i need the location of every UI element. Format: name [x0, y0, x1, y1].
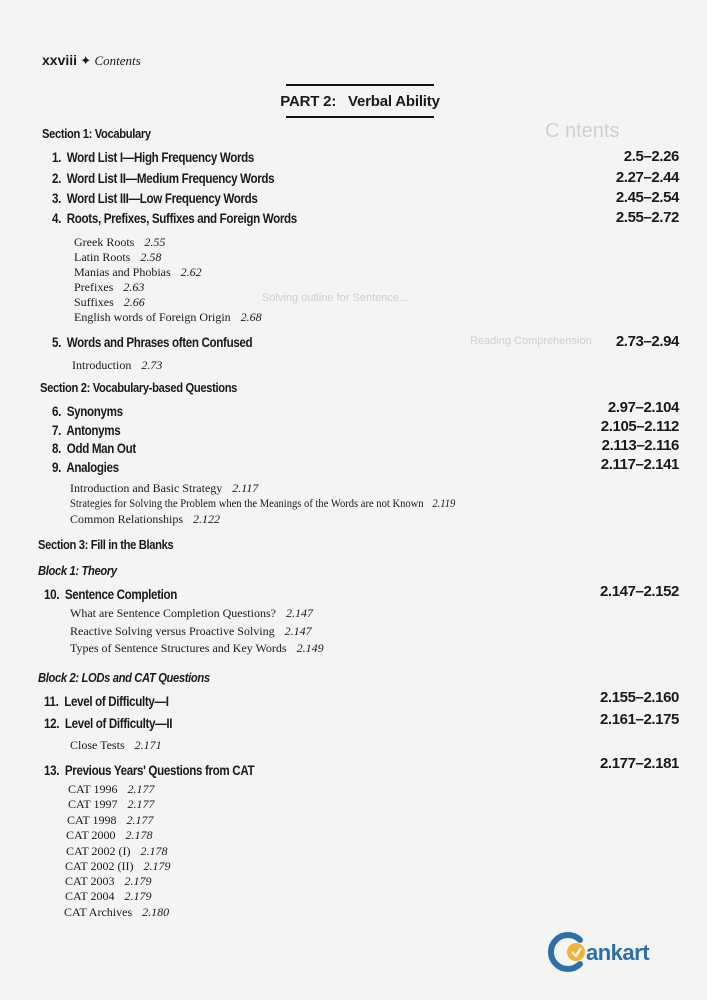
part-title — [280, 84, 440, 118]
toc-subentry[interactable]: Greek Roots 2.55 — [74, 235, 166, 249]
toc-subentry[interactable]: CAT 1996 2.177 — [68, 782, 155, 796]
section-heading: Section 1: Vocabulary — [42, 126, 151, 141]
toc-subentry[interactable]: CAT 2004 2.179 — [65, 889, 152, 903]
page-number: xxviii — [42, 52, 78, 68]
toc-page-range: 2.45–2.54 — [615, 189, 679, 206]
toc-page-range: 2.117–2.141 — [600, 456, 679, 473]
part-name: Verbal Ability — [348, 92, 440, 110]
toc-subentry[interactable]: Close Tests 2.171 — [70, 738, 162, 752]
toc-subentry[interactable]: Latin Roots 2.58 — [74, 250, 162, 264]
section-heading: Section 3: Fill in the Blanks — [38, 537, 174, 552]
toc-subentry[interactable]: Common Relationships 2.122 — [70, 512, 221, 526]
toc-entry[interactable]: 7. Antonyms — [52, 423, 121, 438]
toc-entry[interactable]: 8. Odd Man Out — [52, 441, 136, 456]
toc-subentry[interactable]: Strategies for Solving the Problem when the Meanings of the Words are not Known 2.119 — [70, 496, 456, 510]
toc-subentry[interactable]: CAT 2002 (II) 2.179 — [65, 859, 171, 873]
toc-subentry[interactable]: Manias and Phobias 2.62 — [74, 265, 202, 279]
toc-entry[interactable]: 2. Word List II—Medium Frequency Words — [52, 171, 275, 186]
toc-page-range: 2.27–2.44 — [615, 169, 679, 186]
part-label: PART 2: — [280, 92, 337, 110]
toc-entry[interactable]: 3. Word List III—Low Frequency Words — [52, 191, 258, 206]
toc-entry[interactable]: 4. Roots, Prefixes, Suffixes and Foreign Words — [52, 211, 297, 226]
toc-page-range: 2.105–2.112 — [600, 418, 679, 435]
toc-entry[interactable]: 11. Level of Difficulty—I — [44, 694, 169, 709]
toc-entry[interactable]: 6. Synonyms — [52, 404, 123, 419]
toc-subentry[interactable]: CAT 1997 2.177 — [68, 797, 155, 811]
toc-page-range: 2.97–2.104 — [607, 399, 679, 416]
toc-subentry[interactable]: Reactive Solving versus Proactive Solving 2.147 — [70, 624, 312, 638]
header-title: Contents — [94, 53, 141, 68]
toc-subentry[interactable]: Introduction 2.73 — [72, 358, 163, 372]
toc-subentry[interactable]: Introduction and Basic Strategy 2.117 — [70, 481, 259, 495]
toc-entry[interactable]: 10. Sentence Completion — [44, 587, 178, 602]
toc-subentry[interactable]: CAT 2002 (I) 2.178 — [66, 844, 168, 858]
toc-page-range: 2.55–2.72 — [615, 209, 679, 226]
bleed-through: Solving outline for Sentence... — [262, 292, 409, 304]
toc-subentry[interactable]: CAT 2000 2.178 — [66, 828, 153, 842]
toc-entry[interactable]: 9. Analogies — [52, 460, 119, 475]
block-heading: Block 2: LODs and CAT Questions — [38, 670, 210, 685]
section-heading: Section 2: Vocabulary-based Questions — [40, 380, 238, 395]
toc-subentry[interactable]: CAT 1998 2.177 — [67, 813, 154, 827]
toc-subentry[interactable]: Prefixes 2.63 — [74, 280, 145, 294]
toc-subentry[interactable]: English words of Foreign Origin 2.68 — [74, 310, 262, 324]
toc-subentry[interactable]: Types of Sentence Structures and Key Words 2.149 — [70, 641, 324, 655]
separator-icon: ✦ — [80, 53, 92, 68]
bleed-through: C ntents — [545, 120, 620, 142]
toc-page-range: 2.5–2.26 — [623, 148, 679, 165]
block-heading: Block 1: Theory — [38, 563, 117, 578]
logo-text: ankart — [586, 940, 650, 965]
toc-page-range: 2.73–2.94 — [615, 333, 679, 350]
toc-entry[interactable]: 13. Previous Years' Questions from CAT — [44, 763, 255, 778]
toc-page-range: 2.113–2.116 — [601, 437, 679, 454]
toc-page-range: 2.177–2.181 — [599, 755, 679, 772]
toc-entry[interactable]: 1. Word List I—High Frequency Words — [52, 150, 255, 165]
page-header — [42, 52, 141, 69]
toc-page-range: 2.147–2.152 — [599, 583, 679, 600]
toc-subentry[interactable]: What are Sentence Completion Questions? 2.147 — [70, 606, 313, 620]
toc-entry[interactable]: 12. Level of Difficulty—II — [44, 716, 173, 731]
toc-page-range: 2.161–2.175 — [599, 711, 679, 728]
toc-entry[interactable]: 5. Words and Phrases often Confused — [52, 335, 253, 350]
bleed-through: Reading Comprehension — [470, 335, 592, 347]
toc-subentry[interactable]: Suffixes 2.66 — [74, 295, 145, 309]
toc-subentry[interactable]: CAT Archives 2.180 — [64, 905, 170, 919]
toc-page-range: 2.155–2.160 — [599, 689, 679, 706]
logo-c-icon — [546, 930, 590, 974]
toc-subentry[interactable]: CAT 2003 2.179 — [65, 874, 152, 888]
